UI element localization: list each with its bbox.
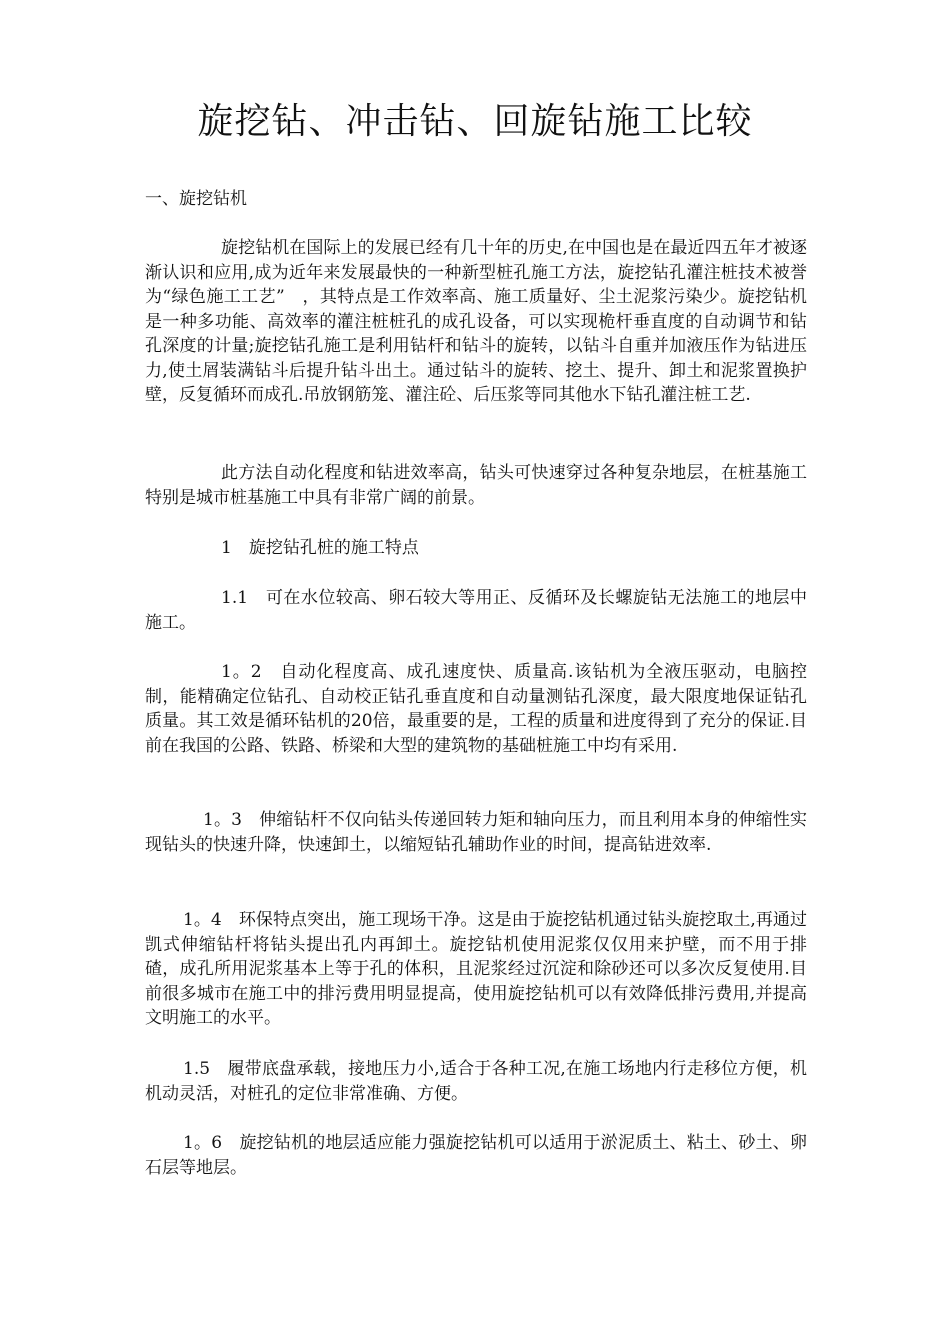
paragraph: 1.1 可在水位较高、卵石较大等用正、反循环及长螺旋钻无法施工的地层中施工。 — [145, 588, 807, 633]
paragraph: 旋挖钻机在国际上的发展已经有几十年的历史,在中国也是在最近四五年才被逐渐认识和应用,成为近年来发展最快的一种新型桩孔施工方法，旋挖钻孔灌注桩技术被誉为“绿色施工工艺” ，其特点是工作效率高、施工质量好、尘土泥浆污染少。旋挖钻机是一种多功能、高效率的灌注桩桩孔的成孔设备，可以实现桅杆垂直度的自动调节和钻孔深度的计量;旋挖钻孔施工是利用钻杆和钻斗的旋转，以钻斗自重并加液压作为钻进压力,使土屑装满钻斗后提升钻斗出土。通过钻斗的旋转、挖土、提升、卸土和泥浆置换护壁，反复循环而成孔.吊放钢筋笼、灌注砼、后压浆等同其他水下钻孔灌注桩工艺. — [145, 238, 807, 405]
paragraph: 1。6 旋挖钻机的地层适应能力强旋挖钻机可以适用于淤泥质土、粘土、砂土、卵石层等地层。 — [145, 1133, 807, 1178]
paragraph: 此方法自动化程度和钻进效率高，钻头可快速穿过各种复杂地层，在桩基施工特别是城市桩基施工中具有非常广阔的前景。 — [145, 463, 807, 508]
subsection-heading: 1 旋挖钻孔桩的施工特点 — [221, 538, 419, 558]
paragraph: 1。2 自动化程度高、成孔速度快、质量高.该钻机为全液压驱动，电脑控制，能精确定位钻孔、自动校正钻孔垂直度和自动量测钻孔深度，最大限度地保证钻孔质量。其工效是循环钻机的20倍，最重要的是，工程的质量和进度得到了充分的保证.目前在我国的公路、铁路、桥梁和大型的建筑物的基础桩施工中均有采用. — [145, 662, 807, 756]
paragraph: 1.5 履带底盘承载，接地压力小,适合于各种工况,在施工场地内行走移位方便，机机动灵活，对桩孔的定位非常准确、方便。 — [145, 1059, 807, 1104]
section-heading: 一、旋挖钻机 — [145, 189, 247, 209]
document-title: 旋挖钻、冲击钻、回旋钻施工比较 — [197, 101, 753, 142]
paragraph: 1。4 环保特点突出，施工现场干净。这是由于旋挖钻机通过钻头旋挖取土,再通过凯式伸缩钻杆将钻头提出孔内再卸土。旋挖钻机使用泥浆仅仅用来护壁，而不用于排碴，成孔所用泥浆基本上等于孔的体积，且泥浆经过沉淀和除砂还可以多次反复使用.目前很多城市在施工中的排污费用明显提高，使用旋挖钻机可以有效降低排污费用,并提高文明施工的水平。 — [145, 910, 807, 1028]
paragraph: 1。3 伸缩钻杆不仅向钻头传递回转力矩和轴向压力，而且利用本身的伸缩性实现钻头的快速升降，快速卸土，以缩短钻孔辅助作业的时间，提高钻进效率. — [145, 810, 807, 855]
